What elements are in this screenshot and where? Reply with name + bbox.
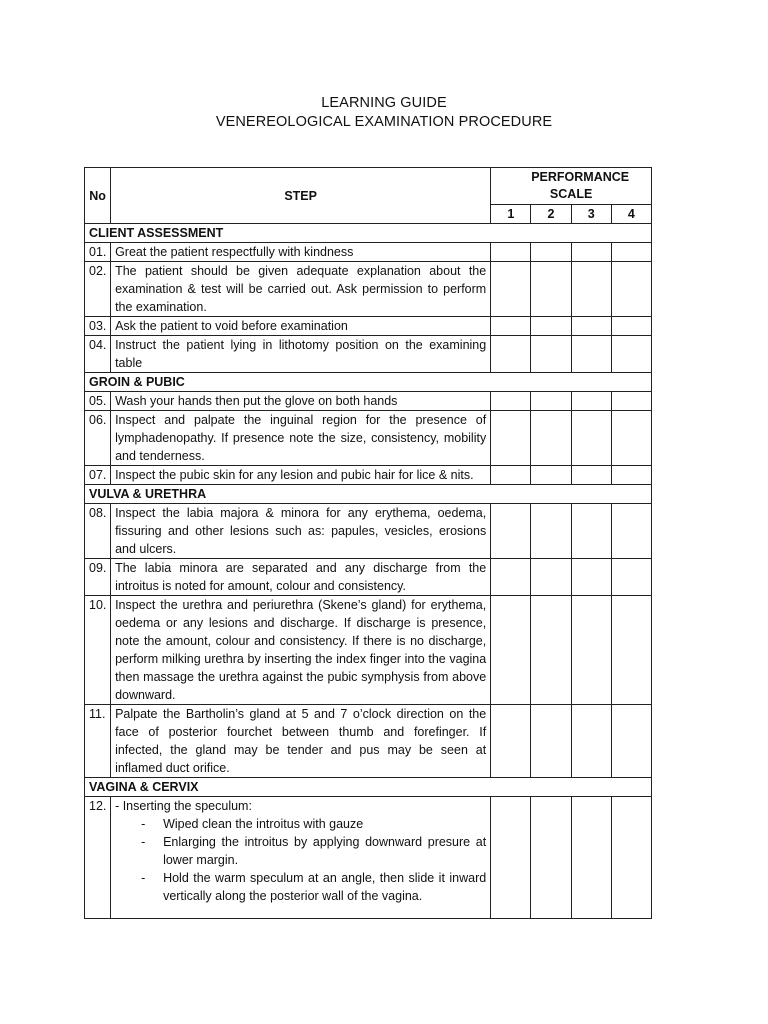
step-text: Wash your hands then put the glove on both hands (111, 392, 491, 411)
step-number: 04. (85, 336, 111, 373)
step-number: 05. (85, 392, 111, 411)
table-row (85, 705, 652, 778)
scale-cell[interactable] (571, 559, 611, 596)
scale-cell[interactable] (491, 243, 531, 262)
scale-cell[interactable] (531, 392, 571, 411)
scale-cell[interactable] (611, 336, 651, 373)
sub-step-text: Wiped clean the introitus with gauze (163, 817, 364, 831)
step-text: Ask the patient to void before examination (111, 317, 491, 336)
step-number: 02. (85, 262, 111, 317)
section-row (85, 778, 652, 797)
scale-cell[interactable] (531, 317, 571, 336)
scale-cell[interactable] (571, 336, 611, 373)
step-text: Inspect the urethra and periurethra (Skene’s gland) for erythema, oedema or any lesions and discharge. If discharge is presence, note the amount, colour and consistency. If there is no discharge, perform milking urethra by inserting the index finger into the vagina then massage the urethra against the pubic symphysis from above downward. (111, 596, 491, 705)
step-text-block (111, 797, 491, 919)
step-number: 07. (85, 466, 111, 485)
scale-cell[interactable] (531, 466, 571, 485)
sub-step-list (115, 815, 486, 905)
step-text: The labia minora are separated and any discharge from the introitus is noted for amount, colour and consistency. (111, 559, 491, 596)
step-text: Instruct the patient lying in lithotomy position on the examining table (111, 336, 491, 373)
table-row (85, 596, 652, 705)
title-line-2: VENEREOLOGICAL EXAMINATION PROCEDURE (215, 114, 553, 130)
scale-cell[interactable] (531, 504, 571, 559)
scale-cell[interactable] (611, 466, 651, 485)
scale-cell[interactable] (491, 797, 531, 919)
header-scale-4: 4 (611, 205, 651, 224)
section-title: CLIENT ASSESSMENT (85, 224, 652, 243)
scale-cell[interactable] (611, 411, 651, 466)
scale-cell[interactable] (571, 262, 611, 317)
step-number: 06. (85, 411, 111, 466)
header-step: STEP (111, 168, 491, 224)
step-number: 10. (85, 596, 111, 705)
scale-cell[interactable] (491, 392, 531, 411)
scale-cell[interactable] (491, 596, 531, 705)
section-title: VAGINA & CERVIX (85, 778, 652, 797)
scale-cell[interactable] (571, 317, 611, 336)
step-number: 08. (85, 504, 111, 559)
list-item: - Enlarging the introitus by applying downward presure at lower margin. (141, 835, 487, 867)
scale-cell[interactable] (611, 705, 651, 778)
scale-cell[interactable] (531, 705, 571, 778)
header-scale-2: 2 (531, 205, 571, 224)
header-scale-1: 1 (491, 205, 531, 224)
scale-cell[interactable] (531, 596, 571, 705)
scale-cell[interactable] (531, 411, 571, 466)
scale-cell[interactable] (491, 559, 531, 596)
table-row (85, 392, 652, 411)
scale-cell[interactable] (491, 262, 531, 317)
section-title: GROIN & PUBIC (85, 373, 652, 392)
step-text: Inspect the pubic skin for any lesion and pubic hair for lice & nits. (111, 466, 491, 485)
step-number: 09. (85, 559, 111, 596)
step-text: The patient should be given adequate explanation about the examination & test will be carried out. Ask permission to perform the examination. (111, 262, 491, 317)
scale-cell[interactable] (611, 596, 651, 705)
step-text: Inspect the labia majora & minora for any erythema, oedema, fissuring and other lesions such as: papules, vesicles, erosions and ulcers. (111, 504, 491, 559)
scale-cell[interactable] (571, 596, 611, 705)
title-line-1: LEARNING GUIDE (321, 95, 447, 111)
scale-cell[interactable] (491, 317, 531, 336)
list-item: - Wiped clean the introitus with gauze (141, 817, 364, 831)
sub-step-text: Hold the warm speculum at an angle, then slide it inward vertically along the posterior wall of the vagina. (163, 871, 487, 903)
list-item: - Hold the warm speculum at an angle, then slide it inward vertically along the posterior wall of the vagina. (141, 871, 487, 903)
step-text: - Inserting the speculum: (115, 799, 252, 813)
scale-cell[interactable] (611, 317, 651, 336)
table-row (85, 466, 652, 485)
scale-cell[interactable] (571, 504, 611, 559)
header-performance-scale: PERFORMANCE SCALE (491, 168, 652, 205)
scale-cell[interactable] (491, 466, 531, 485)
scale-cell[interactable] (611, 243, 651, 262)
table-row (85, 797, 652, 919)
scale-cell[interactable] (491, 504, 531, 559)
learning-guide-table (84, 167, 652, 919)
document-title (0, 94, 768, 132)
table-row (85, 411, 652, 466)
scale-cell[interactable] (571, 705, 611, 778)
scale-cell[interactable] (571, 466, 611, 485)
scale-cell[interactable] (531, 336, 571, 373)
table-row (85, 504, 652, 559)
scale-cell[interactable] (571, 411, 611, 466)
scale-cell[interactable] (491, 336, 531, 373)
step-number: 03. (85, 317, 111, 336)
scale-cell[interactable] (611, 392, 651, 411)
step-text: Palpate the Bartholin’s gland at 5 and 7 o’clock direction on the face of posterior fourchet between thumb and forefinger. If infected, the gland may be tender and pus may be seen at inflamed duct orifice. (111, 705, 491, 778)
scale-cell[interactable] (611, 797, 651, 919)
step-text: Great the patient respectfully with kindness (111, 243, 491, 262)
section-title: VULVA & URETHRA (85, 485, 652, 504)
table-row (85, 559, 652, 596)
section-row (85, 485, 652, 504)
scale-cell[interactable] (611, 559, 651, 596)
table-row (85, 317, 652, 336)
table-row (85, 336, 652, 373)
step-number: 01. (85, 243, 111, 262)
table-row (85, 262, 652, 317)
section-row (85, 373, 652, 392)
step-number: 11. (85, 705, 111, 778)
header-no: No (85, 168, 111, 224)
scale-cell[interactable] (531, 262, 571, 317)
scale-cell[interactable] (571, 392, 611, 411)
header-scale-3: 3 (571, 205, 611, 224)
scale-cell[interactable] (531, 243, 571, 262)
sub-step-text: Enlarging the introitus by applying downward presure at lower margin. (163, 835, 487, 867)
scale-cell[interactable] (571, 243, 611, 262)
step-text: Inspect and palpate the inguinal region for the presence of lymphadenopathy. If presence note the size, consistency, mobility and tenderness. (111, 411, 491, 466)
scale-cell[interactable] (491, 705, 531, 778)
table-row (85, 243, 652, 262)
scale-cell[interactable] (611, 262, 651, 317)
scale-cell[interactable] (491, 411, 531, 466)
scale-cell[interactable] (571, 797, 611, 919)
scale-cell[interactable] (611, 504, 651, 559)
step-number: 12. (85, 797, 111, 919)
scale-cell[interactable] (531, 797, 571, 919)
section-row (85, 224, 652, 243)
scale-cell[interactable] (531, 559, 571, 596)
